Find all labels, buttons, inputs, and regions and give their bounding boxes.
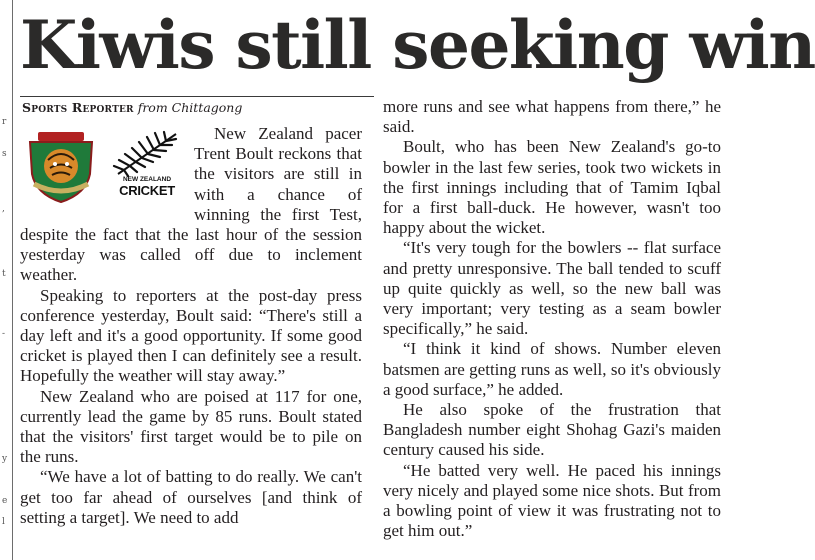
edge-fragment: , [2,204,5,214]
edge-fragment: r [2,117,7,127]
edge-fragment: y [2,454,8,464]
edge-fragment: l [2,517,5,527]
edge-fragment: e [2,496,8,506]
byline-rule [20,96,374,97]
new-zealand-cricket-logo [110,132,184,204]
paragraph: “We have a lot of batting to do really. We can't get too far ahead of ourselves [and think of setting a target]. We need to add [20,467,362,527]
bangladesh-cricket-board-logo [24,128,98,204]
paragraph: Speaking to reporters at the post-day press conference yesterday, Boult said: “There's still a day left and it's a good opportunity. If some good cricket is played then I can definitely see a result. Hopefully the weather will stay away.” [20,285,362,386]
paragraph: New Zealand who are poised at 117 for one, currently lead the game by 85 runs. Boult stated that the visitors' first target would be to pile on the runs. [20,386,362,467]
paragraph: He also spoke of the frustration that Bangladesh number eight Shohag Gazi's maiden century caused his side. [383,400,721,460]
paragraph: Boult, who has been New Zealand's go-to bowler in the last few series, took two wickets in the first innings including that of Tamim Iqbal for a first ball-duck. He however, wasn't too happy about the wicket. [383,137,721,238]
nzc-logo-text [110,176,184,197]
article-column-1 [20,124,362,528]
silver-fern-icon [110,132,184,176]
paragraph: more runs and see what happens from there,” he said. [383,97,721,137]
paragraph: New Zealand pacer Trent Boult reckons that the visitors are still in with a chance of winning the first Test, despite the fact that the last hour of the session yesterday was called off due to inclement weather. [20,124,362,285]
paragraph: “I think it kind of shows. Number eleven batsmen are getting runs as well, so it's obviously a good surface,” he added. [383,339,721,399]
byline-location: from Chittagong [137,100,243,115]
byline-reporter: Sports Reporter [22,100,134,115]
paragraph: “He batted very well. He paced his innings very nicely and played some nice shots. But from a bowling point of view it was frustrating not to get him out.” [383,460,721,541]
adjacent-column-edge [0,0,13,560]
article-column-2 [383,97,721,541]
nzc-logo-top-text: NEW ZEALAND [122,176,172,183]
edge-fragment: - [2,329,6,339]
nzc-logo-bottom-text: CRICKET [119,183,175,198]
byline [22,100,242,116]
logo-group [20,124,190,205]
edge-fragment: t [2,269,6,279]
edge-fragment: s [2,149,7,159]
headline: Kiwis still seeking win [20,6,815,84]
paragraph: “It's very tough for the bowlers -- flat surface and pretty unresponsive. The ball tended to scuff up quite quickly as well, so the new ball was very important; very testing as a seam bowler specifically,” he said. [383,238,721,339]
